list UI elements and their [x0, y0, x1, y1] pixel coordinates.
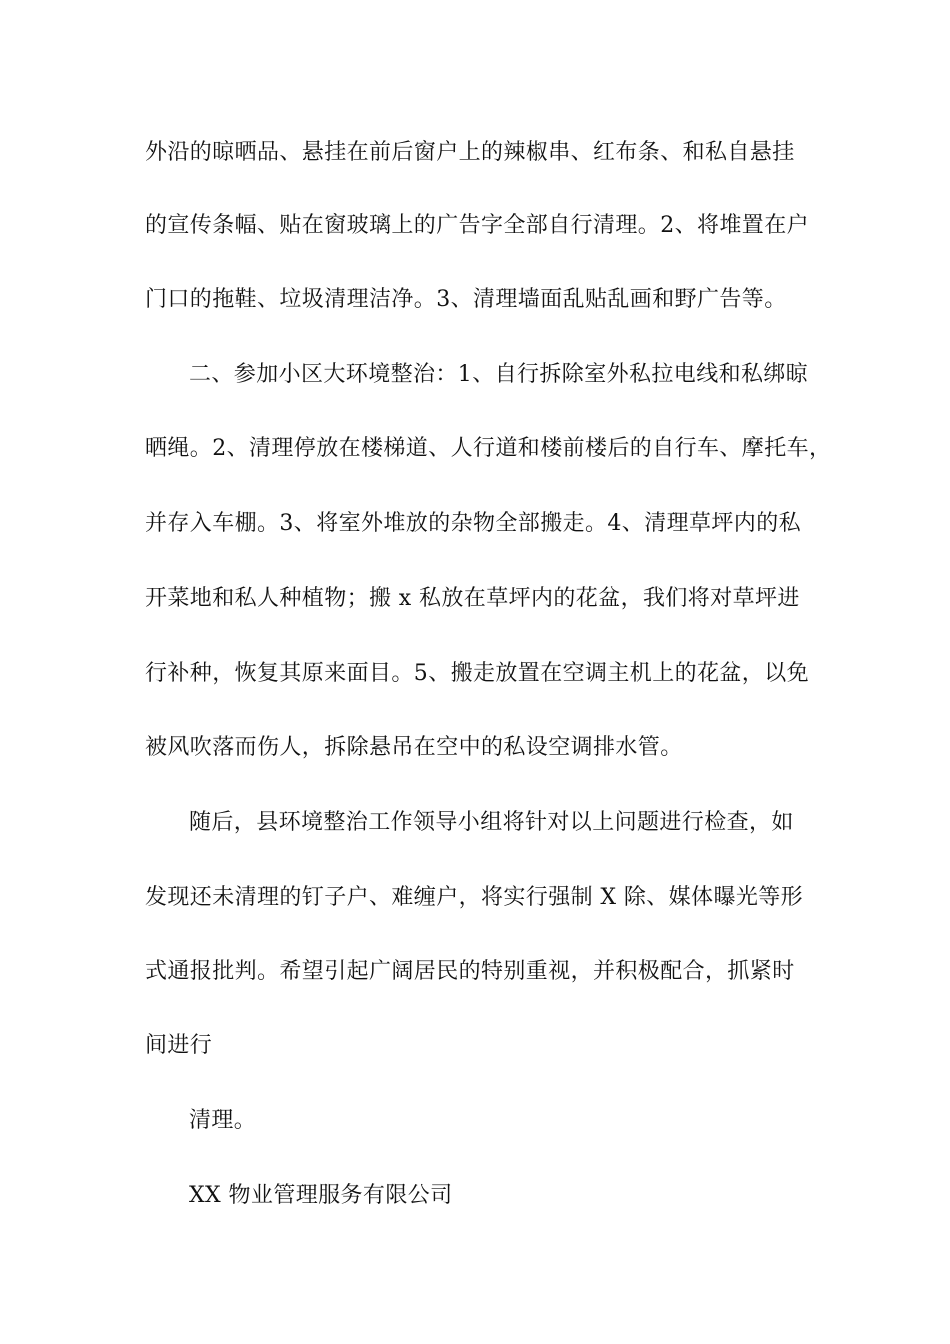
body-text-line: 式通报批判。希望引起广阔居民的特别重视，并积极配合，抓紧时 — [145, 959, 795, 984]
body-text-line: 行补种，恢复其原来面目。5、搬走放置在空调主机上的花盆，以免 — [145, 661, 809, 686]
body-text-line: 二、参加小区大环境整治：1、自行拆除室外私拉电线和私绑晾 — [189, 362, 809, 387]
body-text-line: 被风吹落而伤人，拆除悬吊在空中的私设空调排水管。 — [145, 735, 683, 760]
body-text-line: 间进行 — [145, 1033, 213, 1058]
body-text-line: 开菜地和私人种植物；搬 x 私放在草坪内的花盆，我们将对草坪进 — [145, 586, 800, 611]
body-text-line: 清理。 — [189, 1108, 257, 1133]
body-text-line: 发现还未清理的钉子户、难缠户，将实行强制 X 除、媒体曝光等形 — [145, 885, 804, 910]
body-text-line: 晒绳。2、清理停放在楼梯道、人行道和楼前楼后的自行车、摩托车， — [145, 436, 832, 461]
signature-company-name: XX 物业管理服务有限公司 — [189, 1183, 453, 1208]
body-text-line: 外沿的晾晒品、悬挂在前后窗户上的辣椒串、红布条、和私自悬挂 — [145, 140, 795, 165]
body-text-line: 随后，县环境整治工作领导小组将针对以上问题进行检查，如 — [189, 810, 794, 835]
body-text-line: 门口的拖鞋、垃圾清理洁净。3、清理墙面乱贴乱画和野广告等。 — [145, 287, 787, 312]
body-text-line: 的宣传条幅、贴在窗玻璃上的广告字全部自行清理。2、将堆置在户 — [145, 213, 809, 238]
body-text-line: 并存入车棚。3、将室外堆放的杂物全部搬走。4、清理草坪内的私 — [145, 511, 801, 536]
